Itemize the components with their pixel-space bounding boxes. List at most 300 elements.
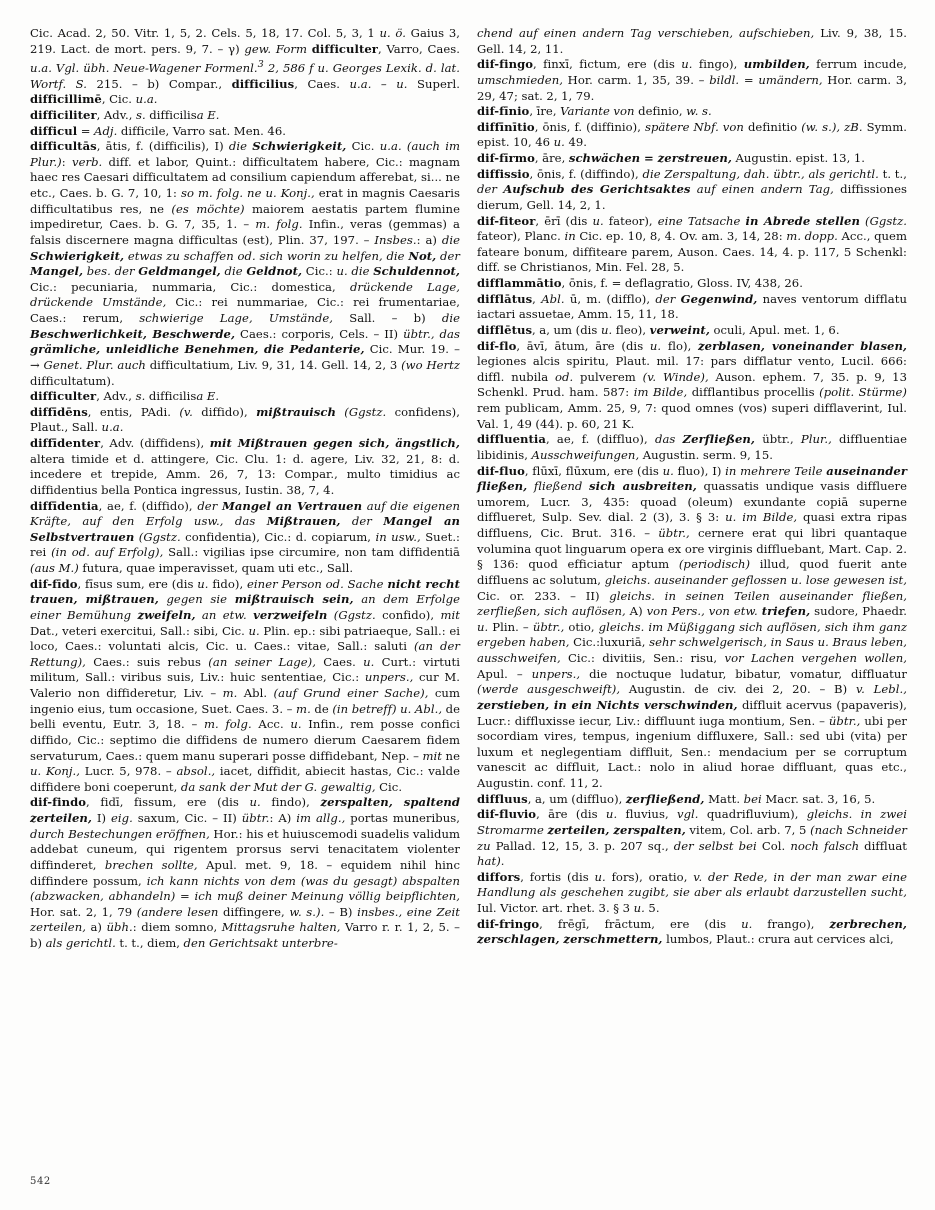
entry-text: Augustin. epist. 13, 1. <box>731 151 866 165</box>
dictionary-entry <box>30 405 460 436</box>
entry-text: u. <box>600 322 613 337</box>
entry-text: w. s.). <box>289 904 325 919</box>
entry-text: , entis, PAdi. <box>87 404 180 419</box>
entry-text: gew. Form <box>244 41 307 56</box>
entry-text: mit Mißtrauen gegen sich, ängstlich, <box>209 436 460 451</box>
entry-text: auseinander fließen, <box>477 463 907 494</box>
entry-text: Caes. <box>316 654 364 669</box>
dictionary-entry <box>477 339 907 433</box>
entry-text: in usw., <box>375 529 421 544</box>
entry-text: (aus M.) <box>30 561 79 576</box>
entry-text: zweifeln, <box>137 607 196 622</box>
entry-text: Hor.: his et huiuscemodi suadelis validum addebat cuneum, qui rigentem prorsus servi tenacitatem violenter diffinderet, <box>30 826 460 872</box>
entry-text: fließend <box>527 479 590 494</box>
entry-text: u. <box>592 213 604 228</box>
entry-text: an etw. <box>195 607 254 622</box>
entry-text: Col. <box>756 838 791 853</box>
entry-text: mit <box>422 748 442 763</box>
entry-text: verb. <box>71 154 103 169</box>
entry-text: Mangel an Vertrauen <box>221 498 363 513</box>
entry-text: sich ausbreiten, <box>589 479 697 494</box>
entry-text: fluo), I) <box>673 463 726 478</box>
entry-text: Cic.: <box>302 264 337 279</box>
right-column <box>477 26 907 1146</box>
entry-text: legiones alcis spiritu, Plaut. mil. 17: pars difflatur vento, Lucil. 666: diffl. nubila <box>477 354 907 384</box>
entry-text: Cic. <box>346 139 380 154</box>
headword: difficultās <box>30 139 97 154</box>
entry-text: t. t., <box>878 166 907 181</box>
entry-text: = <box>77 123 95 138</box>
dictionary-entry <box>30 795 460 951</box>
headword: diffluentia <box>477 432 546 447</box>
entry-text: confidens), Plaut., Sall. <box>30 404 460 435</box>
entry-text: Mittagsruhe halten, <box>221 920 341 935</box>
entry-text: die Zerspaltung, dah. übtr., als gerichtl. <box>642 166 879 181</box>
entry-text: ferrum incude, <box>809 57 907 72</box>
entry-text: diff. et labor, Quint.: difficultatem habere, Cic.: magnam haec res Caesari difficultatem ad consilium capiendum afferebat, si... ne etc., Caes. b. G. 7, 10, 1: <box>30 154 460 201</box>
entry-text: s. <box>136 107 146 122</box>
entry-text: so m. folg. ne u. Konj., <box>180 186 315 201</box>
entry-text: Suet.: rei <box>30 529 461 560</box>
dictionary-entry <box>477 323 907 339</box>
entry-text: Caes.: corporis, Cels. – II) <box>235 326 404 341</box>
headword: dif-fluo <box>477 463 525 478</box>
entry-text: diffingere, <box>218 904 290 919</box>
entry-text: cernere erat qui libri quantaque volumina quot linguarum opera ex ore virginis diffluebant, Mart. Cap. 2. § 136: quod efficiatur aptum <box>477 526 908 572</box>
entry-text: , Adv. (diffidens), <box>100 436 210 451</box>
entry-text: zerfließend, <box>625 791 705 806</box>
entry-text: zerblasen, voneinander blasen, <box>698 338 908 353</box>
left-column <box>30 26 460 1146</box>
entry-text: (andere lesen <box>136 904 219 919</box>
entry-text: Schwierigkeit, <box>30 248 125 263</box>
entry-text: Cic.:luxuriā, <box>569 635 650 650</box>
entry-text: u. <box>649 338 662 353</box>
entry-text: Dat., veteri exercitui, Sall.: sibi, Cic. <box>30 623 249 638</box>
entry-text: von Pers., von etw. <box>646 604 762 619</box>
dictionary-entry <box>30 108 460 124</box>
entry-text: im Bilde, <box>633 385 688 400</box>
entry-text: illud, quod fuerit ante diffluens ac solutum, <box>477 557 907 587</box>
entry-text: der <box>655 291 681 306</box>
entry-text: einer Person od. Sache <box>247 576 388 591</box>
entry-text: fateor), <box>603 213 658 228</box>
entry-text: (v. Winde), <box>642 369 709 384</box>
entry-text: Gegenwind, <box>680 291 758 306</box>
entry-text: fleo), <box>612 322 650 337</box>
entry-text: u. <box>553 135 565 150</box>
entry-text: (an seiner Lage), <box>208 654 316 669</box>
entry-text: die <box>441 232 461 247</box>
dictionary-entry <box>477 276 907 292</box>
entry-text: , īre, <box>529 104 561 119</box>
entry-text: , āvī, ātum, āre (dis <box>516 338 650 353</box>
entry-text: frango), <box>752 916 830 931</box>
entry-text: Sall. – b) <box>333 311 442 326</box>
entry-text: (es möchte) <box>171 201 245 216</box>
entry-text: ū, m. (difflo), <box>564 291 656 306</box>
entry-text: Cic. Acad. 2, 50. Vitr. 1, 5, 2. Cels. 5, 18, 17. Col. 5, 3, 1 <box>30 26 380 40</box>
entry-text: u. <box>662 463 674 478</box>
entry-text: quasi extra ripas diffluens, Cic. Brut. 316. – <box>477 510 907 540</box>
entry-text: den Gerichtsakt unterbre- <box>183 936 338 951</box>
entry-text: difflantibus procellis <box>687 385 820 400</box>
entry-text: fido), <box>208 576 248 591</box>
entry-text: Sall.: vigilias ipse circumire, non tam diffidentiā <box>163 545 461 560</box>
entry-text: da sank der Mut der G. gewaltig, <box>180 779 376 794</box>
entry-text: verweint, <box>649 322 710 337</box>
entry-text: quadrifluvium), <box>698 807 807 822</box>
dictionary-entry <box>30 139 460 389</box>
entry-text: in <box>564 229 576 244</box>
entry-text: a E. <box>196 107 220 122</box>
entry-text: Augustin. de civ. dei 2, 20. – B) <box>620 682 856 697</box>
entry-text: Acc., quem fateare bonum, diffiteare parem, Auson. Caes. 14, 4. p. 117, 5 Schenkl: diff. se Christianos, Min. Fel. 28, 5. <box>477 229 908 275</box>
dictionary-entry <box>30 389 460 405</box>
headword: dif-findo <box>30 795 87 810</box>
entry-text: ne <box>442 748 460 763</box>
entry-text: (werde ausgeschweift), <box>477 682 621 697</box>
entry-text: chend auf einen andern Tag verschieben, aufschieben, <box>477 26 815 40</box>
entry-text: zB. <box>844 119 863 134</box>
entry-text: ubi per socordiam vires, tempus, ingenium diffluxere, Sall.: sed ubi (vita) per luxum et neglegentiam diffluit, Sen.: mendacium per se corruptum vanescit ac diffluit, Lact.: nolo in aliud horae diffluant, quas etc., Augustin. conf. 11, 2. <box>477 713 908 790</box>
entry-text: , fidī, fissum, ere (dis <box>86 795 250 810</box>
entry-text: u. <box>741 916 753 931</box>
entry-text: de belli eventu, Eutr. 3, 18. – <box>30 701 460 732</box>
entry-text: u. ö. <box>379 26 406 40</box>
entry-text: , fīsus sum, ere (dis <box>77 576 198 591</box>
headword: diffors <box>477 869 521 884</box>
entry-text: naves ventorum difflatu iactari assuetae, Amm. 15, 11, 18. <box>477 291 907 322</box>
entry-text: futura, quae imperavisset, quam uti etc., Sall. <box>78 561 354 576</box>
headword: diffīdentia <box>30 498 99 513</box>
entry-text: Abl. <box>237 686 274 701</box>
entry-text: erat in magnis Caesaris difficultatibus res, ne <box>30 186 460 216</box>
entry-text: difficultatium, Liv. 9, 31, 14. Gell. 14, 2, 3 <box>145 357 402 372</box>
entry-text: – B) <box>324 904 358 919</box>
entry-text: altera timide et d. attingere, Cic. Clu. 1: d. agere, Liv. 32, 21, 8: d. incedere et trepide, Amm. 26, 7, 13: Compar., multo timidius ac diffidentius bella Pontica ingressus, Iustin. 38, 7, 4. <box>30 451 460 497</box>
entry-text: zerteilen, zerspalten, <box>547 822 686 837</box>
entry-text: Ausschweifungen, <box>531 447 640 462</box>
entry-text: : A) <box>269 811 297 826</box>
entry-text: der <box>340 514 384 529</box>
entry-text: u. <box>477 619 489 634</box>
entry-text: Plin. ep.: sibi patriaeque, Sall.: ei loco, Caes.: voluntati alcis, Cic. u. Caes.: vitae, Sall.: saluti <box>30 623 460 654</box>
entry-text: der <box>477 182 504 197</box>
entry-text: (Ggstz. <box>865 213 907 228</box>
dictionary-entry <box>477 807 907 870</box>
entry-text: → <box>30 357 44 372</box>
entry-text: Pallad. 12, 15, 3. p. 207 sq., <box>490 838 674 853</box>
entry-text: v. der Rede, in der man zwar eine Handlung als geschehen zugibt, sie aber als erlaubt darzustellen sucht, <box>477 869 907 900</box>
entry-text: confido), <box>375 607 441 622</box>
entry-text: definitio <box>743 119 802 134</box>
entry-text: Not, <box>408 248 437 263</box>
entry-text: m. dopp. <box>786 229 838 244</box>
dictionary-entry <box>30 124 460 140</box>
entry-text: Geldnot, <box>246 264 303 279</box>
entry-text: der <box>436 248 460 263</box>
entry-text: Apul. – <box>477 666 532 681</box>
entry-text: Cic. <box>375 779 403 794</box>
entry-text: , ērī (dis <box>535 213 593 228</box>
entry-text: 2, 586 f u. Georges Lexik. d. lat. Wortf. S. <box>30 61 460 91</box>
headword: diffluus <box>477 791 528 806</box>
entry-text: u.a. <box>135 92 158 107</box>
entry-text: mißtrauisch <box>256 404 336 419</box>
headword: difflētus <box>477 322 533 337</box>
dictionary-entry <box>30 26 460 108</box>
entry-text: confidentia), Cic.: d. copiarum, <box>180 529 376 544</box>
entry-text: Mangel an Selbstvertrauen <box>30 514 461 544</box>
entry-text: (Ggstz. <box>138 529 181 544</box>
entry-text: gleichs. im Müßiggang sich auflösen, sich ihm ganz ergeben haben, <box>477 619 907 650</box>
headword: difficiliter <box>30 107 97 122</box>
entry-text: (polit. Stürme) <box>819 385 908 400</box>
dictionary-entry <box>477 57 907 104</box>
entry-text: unpers., <box>531 666 581 681</box>
entry-text: Plin. – <box>488 619 533 634</box>
entry-text: das <box>654 432 683 447</box>
entry-text: u. <box>248 623 260 638</box>
entry-text: vgl. <box>676 807 699 822</box>
entry-text: nicht recht trauen, mißtrauen, <box>30 576 460 607</box>
entry-text: umbilden, <box>743 57 810 72</box>
entry-text: triefen, <box>761 604 811 619</box>
entry-text: gleichs. auseinander geflossen u. lose gewesen ist, <box>604 572 907 587</box>
entry-text: grämliche, unleidliche Benehmen, die Pedanterie, <box>30 342 365 357</box>
entry-text: m. <box>296 701 311 716</box>
headword: dif-fīnio <box>477 104 530 119</box>
entry-text: I) <box>91 811 111 826</box>
entry-text: Insbes. <box>374 232 417 247</box>
entry-text: u. <box>197 576 209 591</box>
entry-text: u.a. (auch im Plur.) <box>30 139 460 169</box>
entry-text: u. <box>290 717 302 732</box>
entry-text: (an der Rettung), <box>30 639 460 669</box>
entry-text: Acc. <box>251 717 291 732</box>
entry-text: Cic.: pecuniaria, nummaria, Cic.: domestica, <box>30 279 350 294</box>
dictionary-entry <box>30 499 460 577</box>
entry-text: drückende Lage, drückende Umstände, <box>30 279 460 310</box>
entry-text: , Cic. <box>101 92 136 107</box>
entry-text: Auson. ephem. 7, 35. p. 9, 13 Schenkl. Prud. ham. 587: <box>477 369 908 400</box>
entry-text: übtr. <box>241 811 270 826</box>
entry-text: zerspalten, spaltend zerteilen, <box>30 795 461 826</box>
entry-text: als gerichtl. <box>45 936 116 951</box>
entry-text: Apul. met. 9, 18. – equidem nihil hinc diffindere possum, <box>30 857 460 888</box>
headword: difficul <box>30 123 78 138</box>
entry-text: Mißtrauen, <box>266 514 341 529</box>
entry-text: u. <box>681 57 693 72</box>
entry-text: Beschwerlichkeit, Beschwerde, <box>30 326 236 341</box>
entry-text: spätere Nbf. von <box>644 119 744 134</box>
entry-text: Abl. <box>541 291 565 306</box>
entry-text: (Ggstz. <box>344 404 387 419</box>
entry-text: m. <box>222 686 238 701</box>
entry-text: Mangel, <box>30 264 84 279</box>
entry-text: w. s. <box>686 104 712 119</box>
entry-text: cur M. Valerio non diffideretur, Liv. – <box>30 670 460 701</box>
entry-text: übtr., das <box>403 326 460 341</box>
entry-text: u. <box>594 869 606 884</box>
entry-text: (in od. auf Erfolg), <box>51 545 164 560</box>
entry-text: ich kann nichts von dem (was du gesagt) abspalten (abzwacken, abhandeln) = ich muß deiner Meinung völlig beipflichten, <box>30 873 460 904</box>
headword: diffīnītio <box>477 119 535 134</box>
entry-text: Caes.: suis rebus <box>85 654 209 669</box>
entry-text: , ae, f. (diffido), <box>98 498 198 513</box>
entry-text: eine Tatsache <box>657 213 746 228</box>
entry-text: Varro r. r. 1, 2, 5. – b) <box>30 920 460 951</box>
entry-text: Infin., rem posse confici diffido, Cic.: septimo die diffidens de numero dierum Caesarem fidem servaturum, Caes.: quem manu superari posse diffidebant, Nep. – <box>30 717 460 763</box>
headword: diffīdenter <box>30 436 101 451</box>
entry-text: , a, um (dis <box>532 322 601 337</box>
entry-text: Cic.: rei nummariae, Cic.: rei frumentariae, Caes.: rerum, <box>30 295 461 326</box>
headword: dif-fīdo <box>30 576 78 591</box>
entry-text: od. <box>554 369 574 384</box>
entry-text: sudore, Phaedr. <box>810 604 907 619</box>
entry-text: auf einen andern Tag, <box>690 182 834 197</box>
entry-text: Hor. sat. 2, 1, 79 <box>30 904 137 919</box>
entry-text: de <box>310 701 333 716</box>
entry-text: eig. <box>110 811 133 826</box>
dictionary-entry <box>477 432 907 463</box>
entry-text: Zerfließen, <box>682 432 755 447</box>
entry-text: Infin., veras (gemmas) a falsis discernere magna difficultas (est), Plin. 37, 197. – <box>30 217 460 247</box>
entry-text: difficilis <box>145 389 197 404</box>
entry-text: fluvius, <box>617 807 677 822</box>
headword: difficulter <box>311 41 378 56</box>
entry-text: unpers., <box>364 670 414 685</box>
entry-text: übtr., <box>658 526 690 540</box>
entry-text: Cic. or. 233. – II) <box>477 588 610 603</box>
entry-text: Schwierigkeit, <box>252 139 347 154</box>
entry-text: im allg., <box>296 811 346 826</box>
dictionary-entry <box>30 577 460 796</box>
entry-text: durch Bestechungen eröffnen, <box>30 826 210 841</box>
entry-text: Geldmangel, <box>138 264 221 279</box>
entry-text: 215. – b) Compar., <box>86 76 232 91</box>
entry-text: Adj. <box>94 123 118 138</box>
headword: difficilius <box>231 76 295 91</box>
entry-text: in mehrere Teile <box>725 463 827 478</box>
entry-text: difficilis <box>145 107 197 122</box>
entry-text: hat). <box>477 854 505 869</box>
entry-text: mißtrauisch sein, <box>234 592 354 607</box>
entry-text: (wo Hertz <box>401 357 460 372</box>
dictionary-entry <box>30 436 460 499</box>
headword: diffīdēns <box>30 404 88 419</box>
headword: difficulter <box>30 389 97 404</box>
entry-text: u. die <box>336 264 374 279</box>
headword: dif-flo <box>477 338 517 353</box>
entry-text: , flūxī, flūxum, ere (dis <box>524 463 663 478</box>
entry-text: diffluat <box>859 838 908 853</box>
entry-text: , ōnis, f. = deflagratio, Gloss. IV, 438, 26. <box>561 276 803 290</box>
entry-text: maiorem aestatis partem flumine impediretur, Caes. b. G. 7, 35, 1. – <box>30 201 460 232</box>
entry-text: Variante von <box>560 104 635 119</box>
dictionary-entry <box>477 167 907 214</box>
headword: dif-fīrmo <box>477 151 535 165</box>
entry-text: insbes., eine Zeit zerteilen, <box>30 904 460 935</box>
entry-text: übtr., <box>828 713 861 728</box>
entry-text: difficile, Varro sat. Men. 46. <box>117 123 286 138</box>
headword: difficillimē <box>30 92 102 107</box>
entry-text: otio, <box>564 619 599 634</box>
entry-text: rem publicam, Amm. 25, 9, 7: quod omnes (vos) superi difflaverint, Iul. Val. 1, 49 (44). p. 60, 21 K. <box>477 401 907 431</box>
entry-text: u. im Bilde, <box>725 510 798 525</box>
entry-text: , Caes. <box>294 76 350 91</box>
headword: dif-fluvio <box>477 807 537 822</box>
entry-text <box>336 405 344 419</box>
dictionary-entry <box>477 151 907 167</box>
entry-text: in Abrede stellen <box>745 213 860 228</box>
dictionary-entry <box>477 292 907 323</box>
entry-text: diffissiones dierum, Gell. 14, 2, 1. <box>477 182 907 212</box>
entry-text: fateor), Planc. <box>477 229 565 244</box>
entry-text: : <box>61 154 72 169</box>
entry-text: , Varro, Caes. <box>377 41 460 56</box>
entry-text: der <box>197 498 222 513</box>
entry-text: Plur., <box>800 432 832 447</box>
entry-text: gleichs. in zwei Stromarme <box>477 807 908 837</box>
entry-text: Cic.: divitiis, Sen.: risu, <box>560 651 725 665</box>
entry-text: definio, <box>634 104 687 119</box>
entry-text: Hor. carm. 1, 35, 39. – <box>562 72 710 87</box>
entry-text: Genet. Plur. auch <box>43 357 146 372</box>
entry-text: pulverem <box>573 369 643 384</box>
entry-text: t. t., diem, <box>115 936 184 951</box>
entry-text: noch falsch <box>790 838 860 853</box>
entry-text: bes. der <box>83 264 139 279</box>
entry-text: difficultatum). <box>30 373 115 388</box>
entry-text: diffido), <box>192 404 257 419</box>
entry-text: oculi, Apul. met. 1, 6. <box>709 322 840 337</box>
entry-text: , frēgī, frāctum, ere (dis <box>539 916 742 931</box>
entry-text: übtr., <box>754 432 801 447</box>
entry-text: fors), oratio, <box>605 869 694 884</box>
entry-text: gegen sie <box>158 592 235 607</box>
entry-text: u.a. Vgl. übh. Neue-Wagener Formenl. <box>30 61 258 76</box>
entry-text: u. <box>605 807 618 822</box>
entry-text: , āre, <box>534 151 569 165</box>
entry-text: vitem, Col. arb. 7, 5 <box>685 822 811 837</box>
entry-text: s. <box>135 389 146 404</box>
entry-text: übtr., <box>532 619 565 634</box>
headword: dif-fingo <box>477 57 534 72</box>
headword: dif-fringo <box>477 916 540 931</box>
dictionary-entry <box>477 26 907 57</box>
entry-text: Cic. ep. 10, 8, 4. Ov. am. 3, 14, 28: <box>575 229 787 244</box>
entry-text: , <box>532 291 542 306</box>
entry-text: lumbos, Plaut.: crura aut cervices alci, <box>662 932 894 947</box>
entry-text: Curt.: virtuti militum, Sall.: viribus suis, Liv.: huic sententiae, Cic.: <box>30 654 460 685</box>
entry-text: Lucr. 5, 978. – <box>80 764 177 779</box>
entry-text: Aufschub des Gerichtsaktes <box>503 182 691 197</box>
entry-text: , Adv., <box>96 389 136 404</box>
entry-text: zerbrechen, zerschlagen, zerschmettern, <box>477 916 907 947</box>
entry-text: etwas zu schaffen od. sich worin zu helfen, die <box>124 248 409 263</box>
entry-text: quassatis undique vasis diffluere umorem, Lucr. 3, 435: quoad (oleum) exundante copiā superne difflueret, Sulp. Sev. dial. 2 (3), 3. § 3: <box>477 479 908 525</box>
entry-text: Liv. 9, 38, 15. Gell. 14, 2, 11. <box>477 26 907 56</box>
entry-text: u. <box>633 901 645 915</box>
entry-text: (nach Schneider zu <box>477 822 908 853</box>
dictionary-entry <box>477 870 907 917</box>
dictionary-entry <box>477 464 907 792</box>
entry-text: Cic. Mur. 19. – <box>364 342 461 357</box>
entry-text: v. Lebl., <box>855 682 907 697</box>
entry-text: sehr schwelgerisch, in Saus u. Braus leben, ausschweifen, <box>477 635 908 665</box>
